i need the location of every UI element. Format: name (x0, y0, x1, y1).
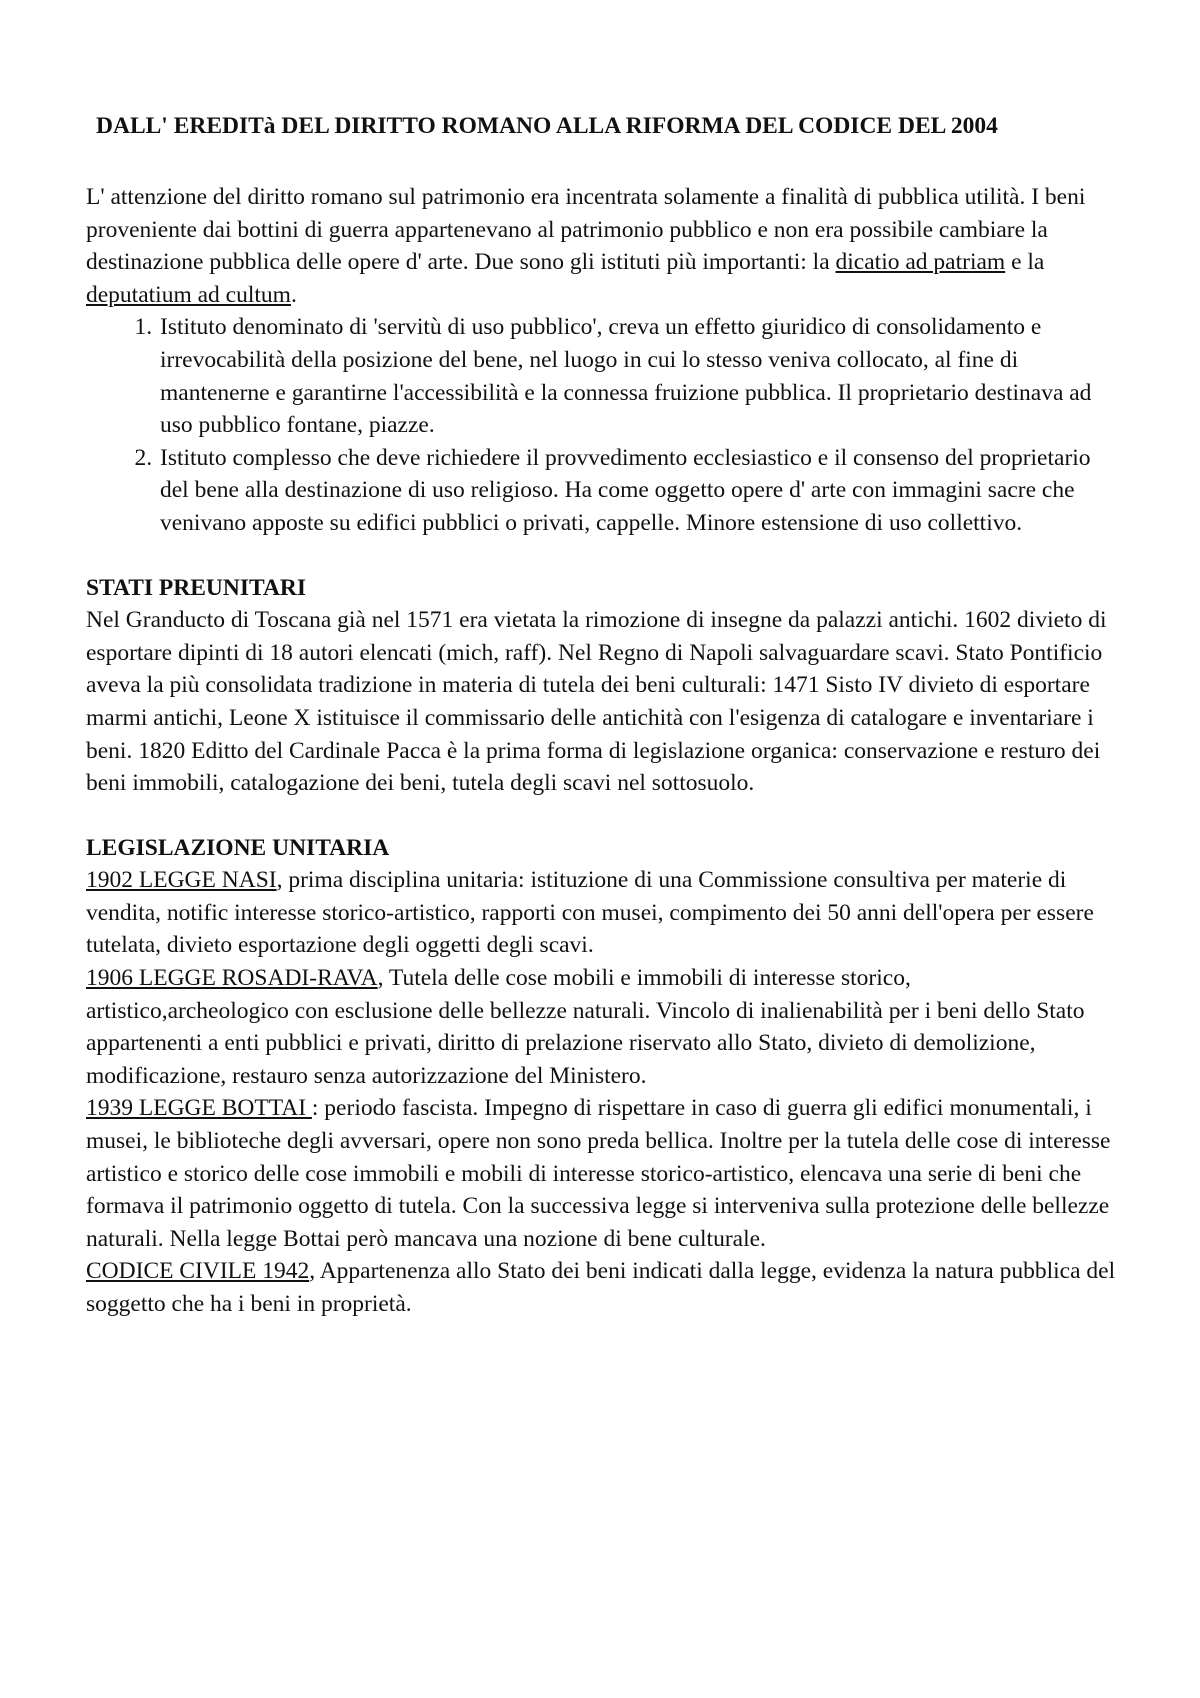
law-title: 1902 LEGGE NASI (86, 867, 277, 894)
intro-paragraph (86, 181, 1116, 311)
law-title: CODICE CIVILE 1942 (86, 1258, 310, 1285)
institutes-list (86, 311, 1116, 539)
intro-text-after: . (290, 281, 297, 308)
intro-text-before: L' attenzione del diritto romano sul patrimonio era incentrata solamente a finalità di pubblica utilità. I beni proveniente dai bottini di guerra appartenevano al patrimonio pubblico e non era possibile cambiare la destinazione pubblica delle opere d' arte. Due sono gli istituti più importanti: la (86, 184, 1086, 276)
term-dicatio-ad-patriam: dicatio ad patriam (835, 249, 1006, 276)
law-paragraph (86, 1255, 1116, 1320)
law-text: : periodo fascista. Impegno di rispettare in caso di guerra gli edifici monumentali, i musei, le biblioteche degli avversari, opere non sono preda bellica. Inoltre per la tutela delle cose di interesse artistico e storico delle cose immobili e mobili di interesse storico-artistico, elencava una serie di beni che formava il patrimonio oggetto di tutela. Con la successiva legge si interveniva sulla protezione delle bellezze naturali. Nella legge Bottai però mancava una nozione di bene culturale. (86, 1095, 1111, 1252)
law-title: 1939 LEGGE BOTTAI (86, 1095, 312, 1122)
law-title: 1906 LEGGE ROSADI-RAVA (86, 965, 378, 992)
spacer (86, 143, 1116, 181)
document-page (86, 110, 1116, 1321)
spacer (86, 540, 1116, 572)
preunitari-paragraph: Nel Granducto di Toscana già nel 1571 era vietata la rimozione di insegne da palazzi antichi. 1602 divieto di esportare dipinti di 18 autori elencati (mich, raff). Nel Regno di Napoli salvaguardare scavi. Stato Pontificio aveva la più consolidata tradizione in materia di tutela dei beni culturali: 1471 Sisto IV divieto di esportare marmi antichi, Leone X istituisce il commissario delle antichità con l'esigenza di catalogare e inventariare i beni. 1820 Editto del Cardinale Pacca è la prima forma di legislazione organica: conservazione e resturo dei beni immobili, catalogazione dei beni, tutela degli scavi nel sottosuolo. (86, 607, 1107, 797)
law-paragraph (86, 1092, 1116, 1255)
law-paragraph (86, 864, 1116, 962)
law-text: , Appartenenza allo Stato dei beni indicati dalla legge, evidenza la natura pubblica del soggetto che ha i beni in proprietà. (86, 1258, 1116, 1317)
intro-text-middle: e la (1005, 249, 1045, 276)
term-deputatium-ad-cultum: deputatium ad cultum (86, 281, 291, 308)
heading-legislazione-unitaria: LEGISLAZIONE UNITARIA (86, 834, 390, 861)
spacer (86, 800, 1116, 832)
law-text: , Tutela delle cose mobili e immobili di interesse storico, artistico,archeologico con esclusione delle bellezze naturali. Vincolo di inalienabilità per i beni dello Stato appartenenti a enti pubblici e privati, diritto di prelazione riservato allo Stato, divieto di demolizione, modificazione, restauro senza autorizzazione del Ministero. (86, 965, 1085, 1089)
law-paragraph (86, 962, 1116, 1092)
law-text: , prima disciplina unitaria: istituzione di una Commissione consultiva per materie di vendita, notific interesse storico-artistico, rapporti con musei, compimento dei 50 anni dell'opera per essere tutelata, divieto esportazione degli oggetti degli scavi. (86, 867, 1094, 959)
list-item: 1. Istituto denominato di 'servitù di uso pubblico', creva un effetto giuridico di consolidamento e irrevocabilità della posizione del bene, nel luogo in cui lo stesso veniva collocato, al fine di mantenerne e garantirne l'accessibilità e la connessa fruizione pubblica. Il proprietario destinava ad uso pubblico fontane, piazze. (158, 311, 1116, 441)
document-title: DALL' EREDITà DEL DIRITTO ROMANO ALLA RIFORMA DEL CODICE DEL 2004 (96, 113, 998, 139)
list-item: 2. Istituto complesso che deve richiedere il provvedimento ecclesiastico e il consenso del proprietario del bene alla destinazione di uso religioso. Ha come oggetto opere d' arte con immagini sacre che venivano apposte su edifici pubblici o privati, cappelle. Minore estensione di uso collettivo. (158, 442, 1116, 540)
heading-stati-preunitari: STATI PREUNITARI (86, 574, 307, 601)
